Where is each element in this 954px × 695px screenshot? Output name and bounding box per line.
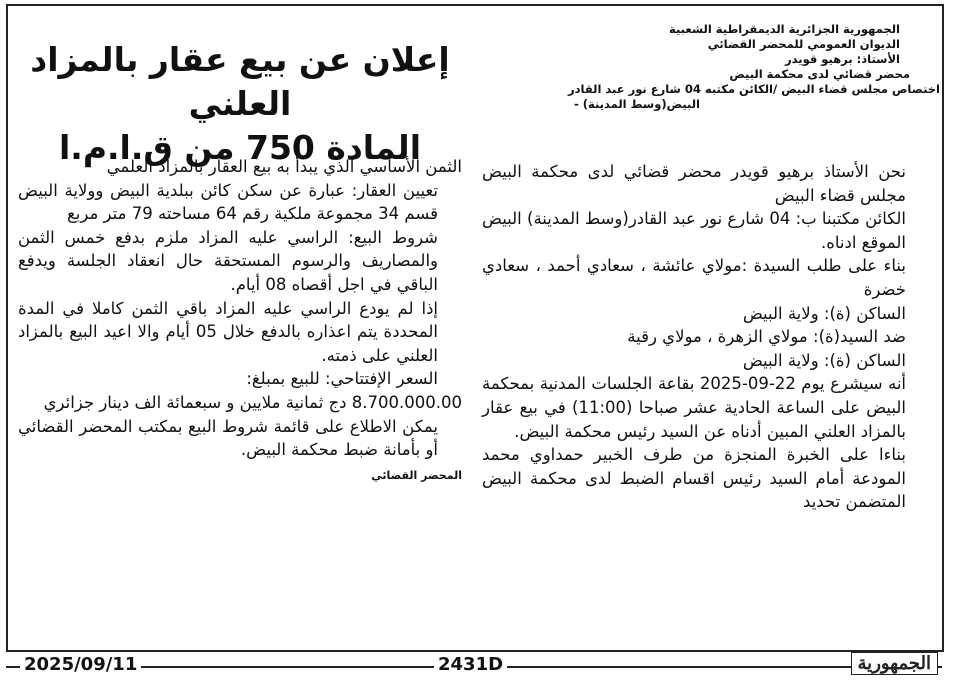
issue-date: 2025/09/11 xyxy=(20,654,141,675)
paragraph: الكائن مكتبنا ب: 04 شارع نور عبد القادر(وسط المدينة) البيض الموقع ادناه. xyxy=(481,209,906,252)
ad-title xyxy=(20,38,460,170)
paragraph: بناء على طلب السيدة :مولاي عائشة ، سعادي أحمد ، سعادي خضرة xyxy=(482,256,906,299)
newspaper-logo: الجمهورية xyxy=(851,652,938,675)
header-line: الديوان العمومي للمحضر القضائي xyxy=(707,37,900,51)
header-line: الأستاذ: برهيو قويدر xyxy=(784,52,900,66)
header-line: البيض(وسط المدينة) - xyxy=(573,97,700,111)
header-line: محضر قضائي لدى محكمة البيض xyxy=(729,67,910,81)
bailiff-header xyxy=(470,22,940,112)
paragraph: الساكن (ة): ولاية البيض xyxy=(742,303,906,323)
title-line-1: إعلان عن بيع عقار بالمزاد العلني xyxy=(30,40,450,123)
paragraph: يمكن الاطلاع على قائمة شروط البيع بمكتب المحضر القضائي أو بأمانة ضبط محكمة البيض. xyxy=(18,416,438,460)
paragraph: الثمن الأساسي الذي يبدأ به بيع العقار بالمزاد العلمي xyxy=(106,157,462,176)
paragraph: السعر الإفتتاحي: للبيع بمبلغ: xyxy=(246,369,438,389)
header-line: الجمهورية الجزائرية الديمقراطية الشعبية xyxy=(668,22,900,36)
title-line-2: المادة 750 من ق.ا.م.ا xyxy=(58,128,422,167)
footer xyxy=(6,652,944,682)
right-column xyxy=(482,160,930,514)
paragraph: بناءا على الخبرة المنجزة من طرف الخبير حمداوي محمد المودعة أمام السيد رئيس اقسام الضبط لدى محكمة البيض المتضمن تحديد xyxy=(482,445,906,512)
header-line: اختصاص مجلس قضاء البيض /الكائن مكتبه 04 شارع نور عبد القادر xyxy=(568,82,940,96)
paragraph: شروط البيع: الراسي عليه المزاد ملزم بدفع خمس الثمن والمصاريف والرسوم المستحقة حال انعقاد الجلسة ويدفع الباقي في اجل أقصاه 08 أيام. xyxy=(18,227,438,294)
price-paragraph: 8.700.000.00 دج ثمانية ملايين و سبعمائة الف دينار جزائري xyxy=(43,392,462,412)
paragraph: نحن الأستاذ برهيو قويدر محضر قضائي لدى محكمة البيض مجلس قضاء البيض xyxy=(482,162,906,205)
signature: المحضر القضائي xyxy=(371,468,462,482)
paragraph: أنه سيشرع يوم 22-09-2025 بقاعة الجلسات المدنية بمحكمة البيض على الساعة الحادية عشر صباحا (11:00) في بيع عقار بالمزاد العلني المبين أدناه عن السيد رئيس محكمة البيض. xyxy=(482,374,906,441)
paragraph: ضد السيد(ة): مولاي الزهرة ، مولاي رقية xyxy=(627,327,906,347)
paragraph: تعيين العقار: عبارة عن سكن كائن ببلدية البيض وولاية البيض قسم 34 مجموعة ملكية رقم 64 مساحته 79 متر مربع xyxy=(18,180,438,224)
issue-number: 2431D xyxy=(434,654,507,675)
left-column xyxy=(18,155,462,487)
paragraph: إذا لم يودع الراسي عليه المزاد باقي الثمن كاملا في المدة المحددة يتم اعذاره بالدفع خلال 05 أيام والا اعيد البيع بالمزاد العلني على ذمته. xyxy=(18,298,438,365)
paragraph: الساكن (ة): ولاية البيض xyxy=(742,350,906,370)
